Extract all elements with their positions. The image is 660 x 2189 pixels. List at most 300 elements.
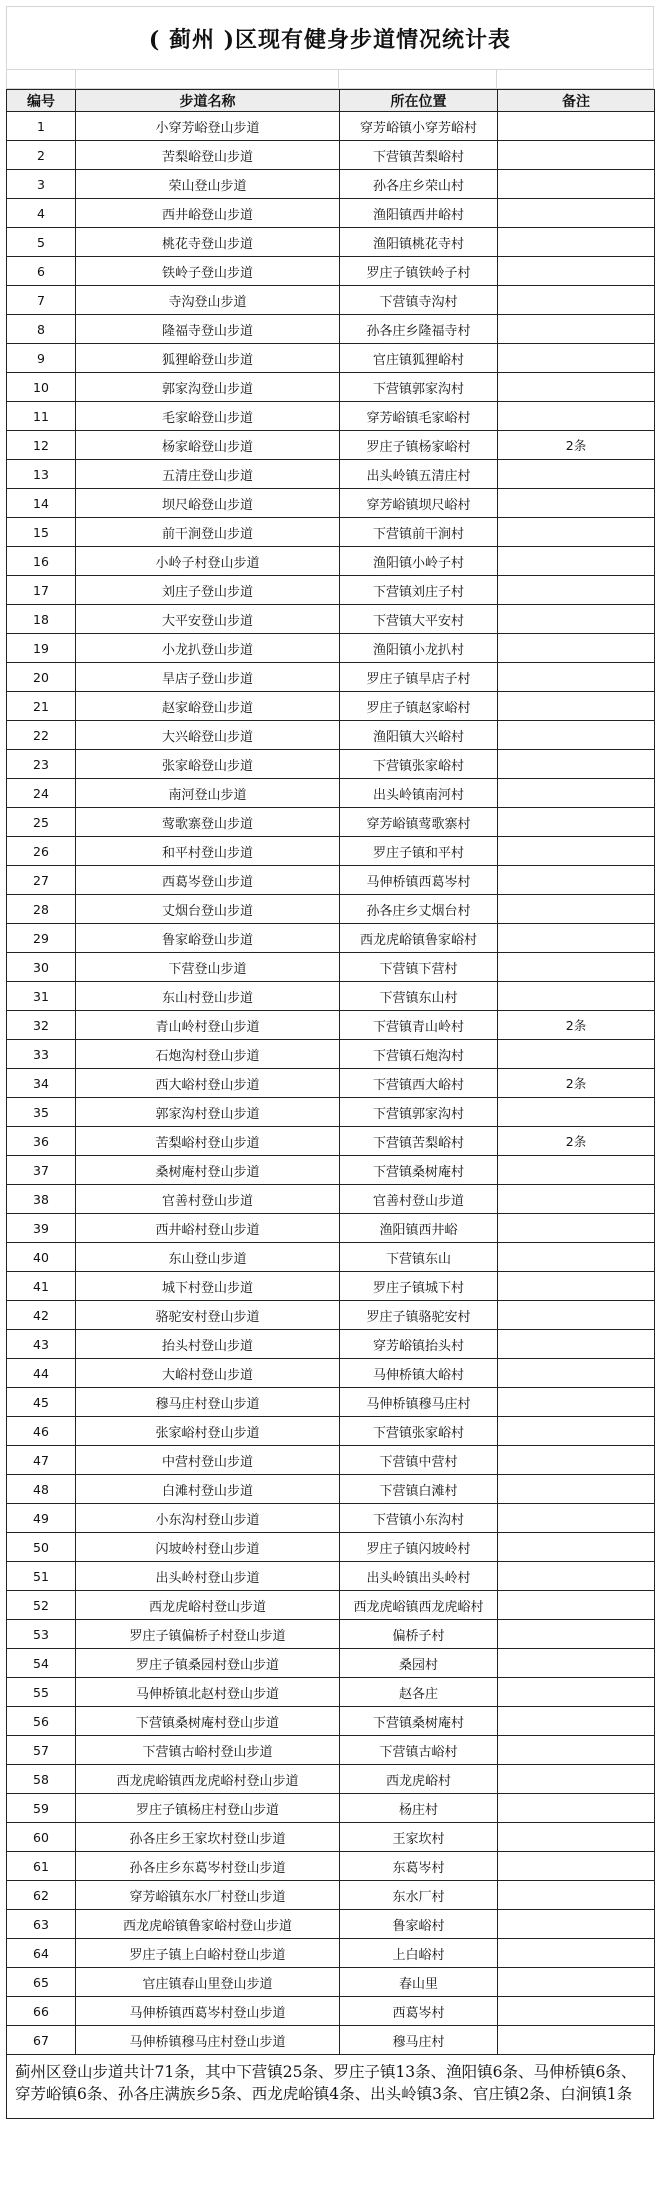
row-remark (498, 837, 655, 866)
trail-name: 张家峪村登山步道 (76, 1417, 340, 1446)
row-number: 18 (7, 605, 76, 634)
table-row (7, 895, 655, 924)
trail-name: 西井峪村登山步道 (76, 1214, 340, 1243)
header-location: 所在位置 (340, 90, 498, 112)
row-remark: 2条 (498, 1069, 655, 1098)
header-trail-name: 步道名称 (76, 90, 340, 112)
row-number: 34 (7, 1069, 76, 1098)
trail-name: 官庄镇春山里登山步道 (76, 1968, 340, 1997)
trail-location: 孙各庄乡隆福寺村 (340, 315, 498, 344)
table-row (7, 1127, 655, 1156)
row-remark (498, 489, 655, 518)
table-row (7, 982, 655, 1011)
row-number: 59 (7, 1794, 76, 1823)
trail-location: 王家坎村 (340, 1823, 498, 1852)
table-row (7, 1649, 655, 1678)
row-number: 67 (7, 2026, 76, 2055)
row-remark (498, 721, 655, 750)
table-row (7, 1968, 655, 1997)
row-remark (498, 634, 655, 663)
row-remark (498, 1794, 655, 1823)
table-row (7, 1562, 655, 1591)
trail-name: 闪坡岭村登山步道 (76, 1533, 340, 1562)
trail-name: 孙各庄乡东葛岑村登山步道 (76, 1852, 340, 1881)
table-row (7, 141, 655, 170)
trail-location: 下营镇刘庄子村 (340, 576, 498, 605)
table-row (7, 1939, 655, 1968)
row-remark (498, 1997, 655, 2026)
trail-location: 罗庄子镇城下村 (340, 1272, 498, 1301)
table-row (7, 837, 655, 866)
trail-location: 出头岭镇南河村 (340, 779, 498, 808)
table-row (7, 576, 655, 605)
row-number: 53 (7, 1620, 76, 1649)
table-row (7, 1533, 655, 1562)
trail-location: 渔阳镇大兴峪村 (340, 721, 498, 750)
header-number: 编号 (7, 90, 76, 112)
trail-name: 马伸桥镇穆马庄村登山步道 (76, 2026, 340, 2055)
trail-name: 毛家峪登山步道 (76, 402, 340, 431)
table-row (7, 1446, 655, 1475)
row-number: 39 (7, 1214, 76, 1243)
row-remark: 2条 (498, 431, 655, 460)
trail-location: 罗庄子镇旱店子村 (340, 663, 498, 692)
row-number: 9 (7, 344, 76, 373)
trail-name: 坝尺峪登山步道 (76, 489, 340, 518)
table-row (7, 1794, 655, 1823)
table-row (7, 112, 655, 141)
row-remark (498, 1765, 655, 1794)
row-remark (498, 1678, 655, 1707)
trail-location: 下营镇石炮沟村 (340, 1040, 498, 1069)
trail-name: 穆马庄村登山步道 (76, 1388, 340, 1417)
row-number: 8 (7, 315, 76, 344)
trail-name: 石炮沟村登山步道 (76, 1040, 340, 1069)
row-remark (498, 576, 655, 605)
row-remark (498, 692, 655, 721)
table-row (7, 953, 655, 982)
trail-name: 郭家沟村登山步道 (76, 1098, 340, 1127)
table-row (7, 1765, 655, 1794)
trail-name: 大兴峪登山步道 (76, 721, 340, 750)
trail-location: 下营镇郭家沟村 (340, 373, 498, 402)
row-number: 45 (7, 1388, 76, 1417)
row-remark: 2条 (498, 1011, 655, 1040)
row-remark (498, 1446, 655, 1475)
trail-name: 西葛岑登山步道 (76, 866, 340, 895)
trail-location: 桑园村 (340, 1649, 498, 1678)
row-remark (498, 460, 655, 489)
trail-location: 穿芳峪镇抬头村 (340, 1330, 498, 1359)
trail-location: 鲁家峪村 (340, 1910, 498, 1939)
table-row (7, 373, 655, 402)
row-remark (498, 228, 655, 257)
trail-name: 苦梨峪登山步道 (76, 141, 340, 170)
trail-name: 官善村登山步道 (76, 1185, 340, 1214)
row-remark (498, 1475, 655, 1504)
row-remark (498, 1098, 655, 1127)
trail-location: 孙各庄乡荣山村 (340, 170, 498, 199)
trail-location: 出头岭镇五清庄村 (340, 460, 498, 489)
trail-name: 杨家峪登山步道 (76, 431, 340, 460)
table-row (7, 460, 655, 489)
trail-location: 官善村登山步道 (340, 1185, 498, 1214)
trail-name: 小穿芳峪登山步道 (76, 112, 340, 141)
row-number: 27 (7, 866, 76, 895)
trail-name: 寺沟登山步道 (76, 286, 340, 315)
table-row (7, 489, 655, 518)
row-remark (498, 344, 655, 373)
trail-location: 罗庄子镇和平村 (340, 837, 498, 866)
row-number: 10 (7, 373, 76, 402)
trail-location: 罗庄子镇闪坡岭村 (340, 1533, 498, 1562)
table-row (7, 431, 655, 460)
summary-note: 蓟州区登山步道共计71条，其中下营镇25条、罗庄子镇13条、渔阳镇6条、马伸桥镇6条、穿芳峪镇6条、孙各庄满族乡5条、西龙虎峪镇4条、出头岭镇3条、官庄镇2条、白涧镇1条 (6, 2055, 654, 2119)
trail-name: 桑树庵村登山步道 (76, 1156, 340, 1185)
trail-location: 东水厂村 (340, 1881, 498, 1910)
row-number: 40 (7, 1243, 76, 1272)
trail-location: 偏桥子村 (340, 1620, 498, 1649)
table-row (7, 1069, 655, 1098)
row-remark (498, 1852, 655, 1881)
spacer-cell (76, 70, 339, 88)
row-remark (498, 1330, 655, 1359)
table-row (7, 170, 655, 199)
table-row (7, 1475, 655, 1504)
row-number: 51 (7, 1562, 76, 1591)
trail-name: 张家峪登山步道 (76, 750, 340, 779)
trail-name: 鲁家峪登山步道 (76, 924, 340, 953)
row-remark (498, 750, 655, 779)
row-remark (498, 1388, 655, 1417)
row-number: 63 (7, 1910, 76, 1939)
row-number: 58 (7, 1765, 76, 1794)
table-row (7, 924, 655, 953)
spacer-cell (339, 70, 497, 88)
row-remark (498, 1649, 655, 1678)
table-row (7, 547, 655, 576)
trail-location: 马伸桥镇穆马庄村 (340, 1388, 498, 1417)
table-row (7, 1156, 655, 1185)
table-row (7, 1881, 655, 1910)
table-row (7, 1301, 655, 1330)
row-number: 57 (7, 1736, 76, 1765)
trail-name: 郭家沟登山步道 (76, 373, 340, 402)
table-row (7, 634, 655, 663)
trail-name: 骆驼安村登山步道 (76, 1301, 340, 1330)
row-number: 38 (7, 1185, 76, 1214)
trail-name: 罗庄子镇偏桥子村登山步道 (76, 1620, 340, 1649)
row-remark (498, 547, 655, 576)
trail-name: 孙各庄乡王家坎村登山步道 (76, 1823, 340, 1852)
trail-name: 下营镇古峪村登山步道 (76, 1736, 340, 1765)
row-number: 35 (7, 1098, 76, 1127)
row-number: 33 (7, 1040, 76, 1069)
row-number: 6 (7, 257, 76, 286)
row-remark (498, 170, 655, 199)
trail-name: 西龙虎峪村登山步道 (76, 1591, 340, 1620)
table-row (7, 1736, 655, 1765)
trail-location: 西龙虎峪村 (340, 1765, 498, 1794)
trail-name: 隆福寺登山步道 (76, 315, 340, 344)
table-row (7, 199, 655, 228)
table-row (7, 257, 655, 286)
row-number: 11 (7, 402, 76, 431)
trail-location: 下营镇东山 (340, 1243, 498, 1272)
trail-name: 马伸桥镇北赵村登山步道 (76, 1678, 340, 1707)
trail-name: 罗庄子镇桑园村登山步道 (76, 1649, 340, 1678)
trail-location: 渔阳镇小龙扒村 (340, 634, 498, 663)
trail-name: 大峪村登山步道 (76, 1359, 340, 1388)
table-row (7, 2026, 655, 2055)
table-row (7, 1040, 655, 1069)
trail-table (6, 89, 655, 2055)
trail-location: 杨庄村 (340, 1794, 498, 1823)
row-number: 47 (7, 1446, 76, 1475)
trail-name: 铁岭子登山步道 (76, 257, 340, 286)
table-row (7, 1185, 655, 1214)
spacer-cell (7, 70, 76, 88)
trail-name: 中营村登山步道 (76, 1446, 340, 1475)
row-remark (498, 924, 655, 953)
row-number: 29 (7, 924, 76, 953)
row-remark (498, 953, 655, 982)
trail-name: 西龙虎峪镇西龙虎峪村登山步道 (76, 1765, 340, 1794)
trail-name: 罗庄子镇上白峪村登山步道 (76, 1939, 340, 1968)
header-row (7, 90, 655, 112)
table-row (7, 518, 655, 547)
trail-location: 下营镇西大峪村 (340, 1069, 498, 1098)
row-number: 31 (7, 982, 76, 1011)
row-remark (498, 1214, 655, 1243)
table-row (7, 721, 655, 750)
trail-location: 穿芳峪镇小穿芳峪村 (340, 112, 498, 141)
row-number: 43 (7, 1330, 76, 1359)
row-remark (498, 1736, 655, 1765)
trail-location: 下营镇东山村 (340, 982, 498, 1011)
table-row (7, 1910, 655, 1939)
table-row (7, 663, 655, 692)
trail-location: 渔阳镇小岭子村 (340, 547, 498, 576)
trail-location: 罗庄子镇赵家峪村 (340, 692, 498, 721)
trail-name: 马伸桥镇西葛岑村登山步道 (76, 1997, 340, 2026)
row-remark (498, 1881, 655, 1910)
row-number: 65 (7, 1968, 76, 1997)
trail-name: 大平安登山步道 (76, 605, 340, 634)
trail-name: 罗庄子镇杨庄村登山步道 (76, 1794, 340, 1823)
trail-name: 狐狸峪登山步道 (76, 344, 340, 373)
trail-name: 下营镇桑树庵村登山步道 (76, 1707, 340, 1736)
row-remark (498, 1185, 655, 1214)
trail-name: 抬头村登山步道 (76, 1330, 340, 1359)
trail-name: 和平村登山步道 (76, 837, 340, 866)
row-remark (498, 1301, 655, 1330)
row-remark (498, 1243, 655, 1272)
trail-name: 赵家峪登山步道 (76, 692, 340, 721)
row-number: 15 (7, 518, 76, 547)
trail-location: 穿芳峪镇坝尺峪村 (340, 489, 498, 518)
row-remark (498, 1620, 655, 1649)
row-remark (498, 1707, 655, 1736)
row-remark (498, 605, 655, 634)
row-number: 46 (7, 1417, 76, 1446)
row-remark (498, 1156, 655, 1185)
trail-location: 下营镇中营村 (340, 1446, 498, 1475)
row-remark (498, 982, 655, 1011)
row-number: 66 (7, 1997, 76, 2026)
trail-name: 小东沟村登山步道 (76, 1504, 340, 1533)
table-body (7, 112, 655, 2055)
spreadsheet (6, 6, 654, 2119)
table-row (7, 1823, 655, 1852)
table-row (7, 808, 655, 837)
trail-name: 西井峪登山步道 (76, 199, 340, 228)
table-row (7, 1214, 655, 1243)
row-number: 23 (7, 750, 76, 779)
row-number: 54 (7, 1649, 76, 1678)
table-row (7, 1243, 655, 1272)
row-number: 1 (7, 112, 76, 141)
trail-location: 春山里 (340, 1968, 498, 1997)
trail-location: 西龙虎峪镇西龙虎峪村 (340, 1591, 498, 1620)
trail-name: 旱店子登山步道 (76, 663, 340, 692)
table-row (7, 692, 655, 721)
row-number: 44 (7, 1359, 76, 1388)
trail-location: 下营镇苦梨峪村 (340, 1127, 498, 1156)
trail-location: 下营镇古峪村 (340, 1736, 498, 1765)
trail-location: 东葛岑村 (340, 1852, 498, 1881)
row-remark (498, 373, 655, 402)
row-number: 19 (7, 634, 76, 663)
row-remark (498, 1272, 655, 1301)
row-number: 62 (7, 1881, 76, 1910)
table-row (7, 1388, 655, 1417)
table-row (7, 402, 655, 431)
row-remark (498, 1533, 655, 1562)
row-remark (498, 2026, 655, 2055)
trail-name: 下营登山步道 (76, 953, 340, 982)
table-row (7, 779, 655, 808)
table-row (7, 1098, 655, 1127)
row-number: 41 (7, 1272, 76, 1301)
row-number: 28 (7, 895, 76, 924)
trail-name: 城下村登山步道 (76, 1272, 340, 1301)
spacer-cell (497, 70, 653, 88)
trail-name: 丈烟台登山步道 (76, 895, 340, 924)
table-row (7, 605, 655, 634)
table-row (7, 1417, 655, 1446)
trail-name: 南河登山步道 (76, 779, 340, 808)
row-remark (498, 1939, 655, 1968)
row-remark: 2条 (498, 1127, 655, 1156)
trail-name: 苦梨峪村登山步道 (76, 1127, 340, 1156)
row-remark (498, 779, 655, 808)
row-remark (498, 315, 655, 344)
row-remark (498, 866, 655, 895)
trail-name: 小龙扒登山步道 (76, 634, 340, 663)
row-number: 17 (7, 576, 76, 605)
trail-name: 青山岭村登山步道 (76, 1011, 340, 1040)
trail-location: 下营镇苦梨峪村 (340, 141, 498, 170)
row-remark (498, 1591, 655, 1620)
trail-location: 下营镇桑树庵村 (340, 1707, 498, 1736)
trail-location: 下营镇桑树庵村 (340, 1156, 498, 1185)
row-remark (498, 1359, 655, 1388)
row-remark (498, 112, 655, 141)
trail-location: 孙各庄乡丈烟台村 (340, 895, 498, 924)
trail-location: 下营镇郭家沟村 (340, 1098, 498, 1127)
row-remark (498, 1823, 655, 1852)
trail-location: 下营镇小东沟村 (340, 1504, 498, 1533)
row-remark (498, 663, 655, 692)
page-title: ( 蓟州 )区现有健身步道情况统计表 (6, 6, 654, 70)
table-row (7, 1678, 655, 1707)
trail-name: 东山登山步道 (76, 1243, 340, 1272)
trail-name: 白滩村登山步道 (76, 1475, 340, 1504)
trail-location: 上白峪村 (340, 1939, 498, 1968)
row-number: 36 (7, 1127, 76, 1156)
table-row (7, 1011, 655, 1040)
trail-location: 渔阳镇桃花寺村 (340, 228, 498, 257)
row-number: 5 (7, 228, 76, 257)
trail-name: 西大峪村登山步道 (76, 1069, 340, 1098)
row-number: 22 (7, 721, 76, 750)
trail-location: 下营镇下营村 (340, 953, 498, 982)
row-remark (498, 199, 655, 228)
row-number: 56 (7, 1707, 76, 1736)
row-number: 4 (7, 199, 76, 228)
table-row (7, 750, 655, 779)
header-remarks: 备注 (498, 90, 655, 112)
table-row (7, 228, 655, 257)
row-remark (498, 1968, 655, 1997)
row-number: 52 (7, 1591, 76, 1620)
table-row (7, 1272, 655, 1301)
trail-location: 马伸桥镇大峪村 (340, 1359, 498, 1388)
table-row (7, 1707, 655, 1736)
row-remark (498, 1040, 655, 1069)
trail-name: 莺歌寨登山步道 (76, 808, 340, 837)
row-number: 14 (7, 489, 76, 518)
trail-location: 下营镇张家峪村 (340, 750, 498, 779)
trail-location: 赵各庄 (340, 1678, 498, 1707)
row-number: 25 (7, 808, 76, 837)
row-remark (498, 402, 655, 431)
trail-location: 下营镇张家峪村 (340, 1417, 498, 1446)
table-row (7, 1997, 655, 2026)
row-number: 37 (7, 1156, 76, 1185)
trail-name: 五清庄登山步道 (76, 460, 340, 489)
trail-location: 下营镇前干涧村 (340, 518, 498, 547)
table-row (7, 866, 655, 895)
row-remark (498, 808, 655, 837)
table-row (7, 344, 655, 373)
row-number: 32 (7, 1011, 76, 1040)
row-remark (498, 1910, 655, 1939)
trail-name: 小岭子村登山步道 (76, 547, 340, 576)
row-remark (498, 1417, 655, 1446)
trail-location: 罗庄子镇骆驼安村 (340, 1301, 498, 1330)
row-number: 64 (7, 1939, 76, 1968)
row-remark (498, 257, 655, 286)
trail-location: 下营镇大平安村 (340, 605, 498, 634)
trail-location: 下营镇寺沟村 (340, 286, 498, 315)
row-remark (498, 1562, 655, 1591)
row-number: 49 (7, 1504, 76, 1533)
trail-location: 官庄镇狐狸峪村 (340, 344, 498, 373)
table-row (7, 286, 655, 315)
row-number: 30 (7, 953, 76, 982)
